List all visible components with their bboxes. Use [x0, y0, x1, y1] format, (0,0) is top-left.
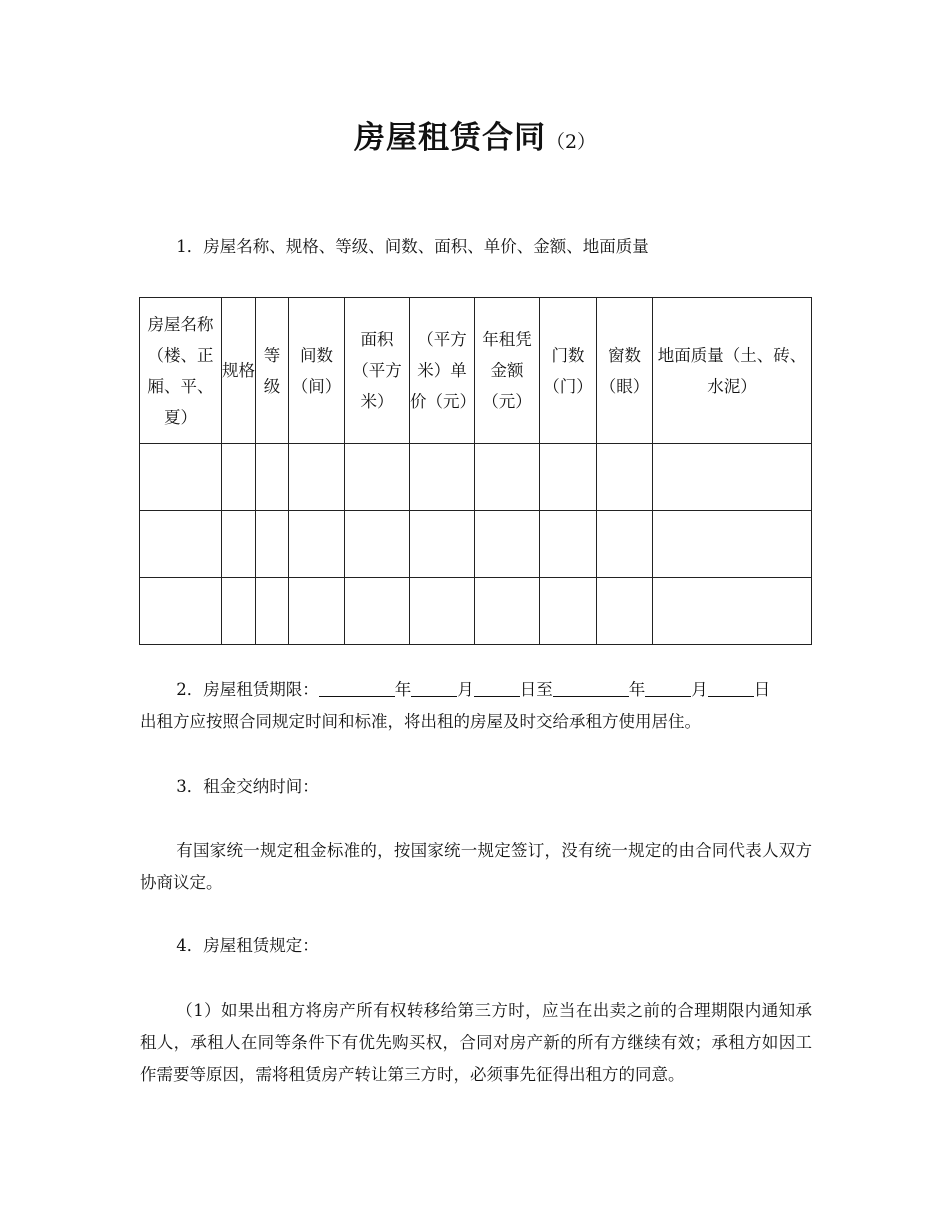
table-cell [256, 578, 289, 645]
section4-item1: （1）如果出租方将房产所有权转移给第三方时，应当在出卖之前的合理期限内通知承租人，承租人在同等条件下有优先购买权，合同对房产新的所有方继续有效；承租方如因工作需要等原因，需将租赁房产转让第三方时，必须事先征得出租方的同意。 [140, 1001, 812, 1084]
table-cell [256, 444, 289, 511]
document-title [0, 112, 950, 157]
table-cell [345, 578, 410, 645]
end-day-unit: 日 [753, 680, 771, 699]
start-day-blank[interactable] [474, 678, 520, 697]
table-cell [653, 578, 812, 645]
table-cell [345, 511, 410, 578]
start-day-to: 日至 [519, 680, 553, 699]
start-month-blank[interactable] [411, 678, 457, 697]
table-cell [540, 578, 597, 645]
end-day-blank[interactable] [708, 678, 754, 697]
table-cell [140, 578, 222, 645]
table-cell [289, 578, 345, 645]
table-cell [475, 511, 540, 578]
header-cell-grade: 等级 [256, 298, 289, 444]
section1-heading: 1．房屋名称、规格、等级、间数、面积、单价、金额、地面质量 [176, 237, 649, 256]
table-cell [475, 444, 540, 511]
end-year-blank[interactable] [553, 678, 629, 697]
start-year-unit: 年 [394, 680, 412, 699]
table-cell [289, 511, 345, 578]
section4-heading: 4．房屋租赁规定： [176, 936, 319, 955]
header-cell-windows: 窗数（眼） [597, 298, 653, 444]
header-cell-name: 房屋名称（楼、正厢、平、夏） [140, 298, 222, 444]
table-cell [140, 511, 222, 578]
table-cell [222, 511, 256, 578]
table-cell [597, 511, 653, 578]
section2-continuation: 出租方应按照合同规定时间和标准，将出租的房屋及时交给承租方使用居住。 [140, 712, 701, 731]
table-cell [475, 578, 540, 645]
header-cell-spec: 规格 [222, 298, 256, 444]
section3-heading: 3．租金交纳时间： [176, 777, 319, 796]
table-cell [289, 444, 345, 511]
section3-body: 有国家统一规定租金标准的，按国家统一规定签订，没有统一规定的由合同代表人双方协商议定。 [140, 841, 812, 892]
table-cell [140, 444, 222, 511]
start-month-unit: 月 [457, 680, 474, 699]
start-year-blank[interactable] [319, 678, 395, 697]
title-suffix: （2） [545, 131, 597, 153]
header-cell-unit-price: （平方米）单价（元） [410, 298, 475, 444]
header-cell-area: 面积（平方米） [345, 298, 410, 444]
table-cell [540, 444, 597, 511]
table-cell [410, 444, 475, 511]
title-text: 房屋租赁合同 [353, 120, 546, 156]
end-year-unit: 年 [628, 680, 646, 699]
house-spec-table [139, 297, 812, 645]
table-cell [597, 444, 653, 511]
table-cell [410, 578, 475, 645]
table-cell [222, 444, 256, 511]
table-cell [222, 578, 256, 645]
table-cell [345, 444, 410, 511]
end-month-unit: 月 [691, 680, 708, 699]
table-cell [653, 511, 812, 578]
table-row [140, 444, 812, 511]
end-month-blank[interactable] [645, 678, 691, 697]
header-cell-annual-rent: 年租凭金额（元） [475, 298, 540, 444]
table-cell [597, 578, 653, 645]
table-cell [256, 511, 289, 578]
table-row [140, 578, 812, 645]
table-cell [410, 511, 475, 578]
table-row [140, 511, 812, 578]
table-cell [540, 511, 597, 578]
section2-label: 2．房屋租赁期限： [176, 680, 319, 699]
header-cell-doors: 门数（门） [540, 298, 597, 444]
section2-paragraph [140, 674, 812, 738]
header-cell-floor-quality: 地面质量（土、砖、水泥） [653, 298, 812, 444]
table-cell [653, 444, 812, 511]
table-header-row [140, 298, 812, 444]
header-cell-rooms: 间数（间） [289, 298, 345, 444]
